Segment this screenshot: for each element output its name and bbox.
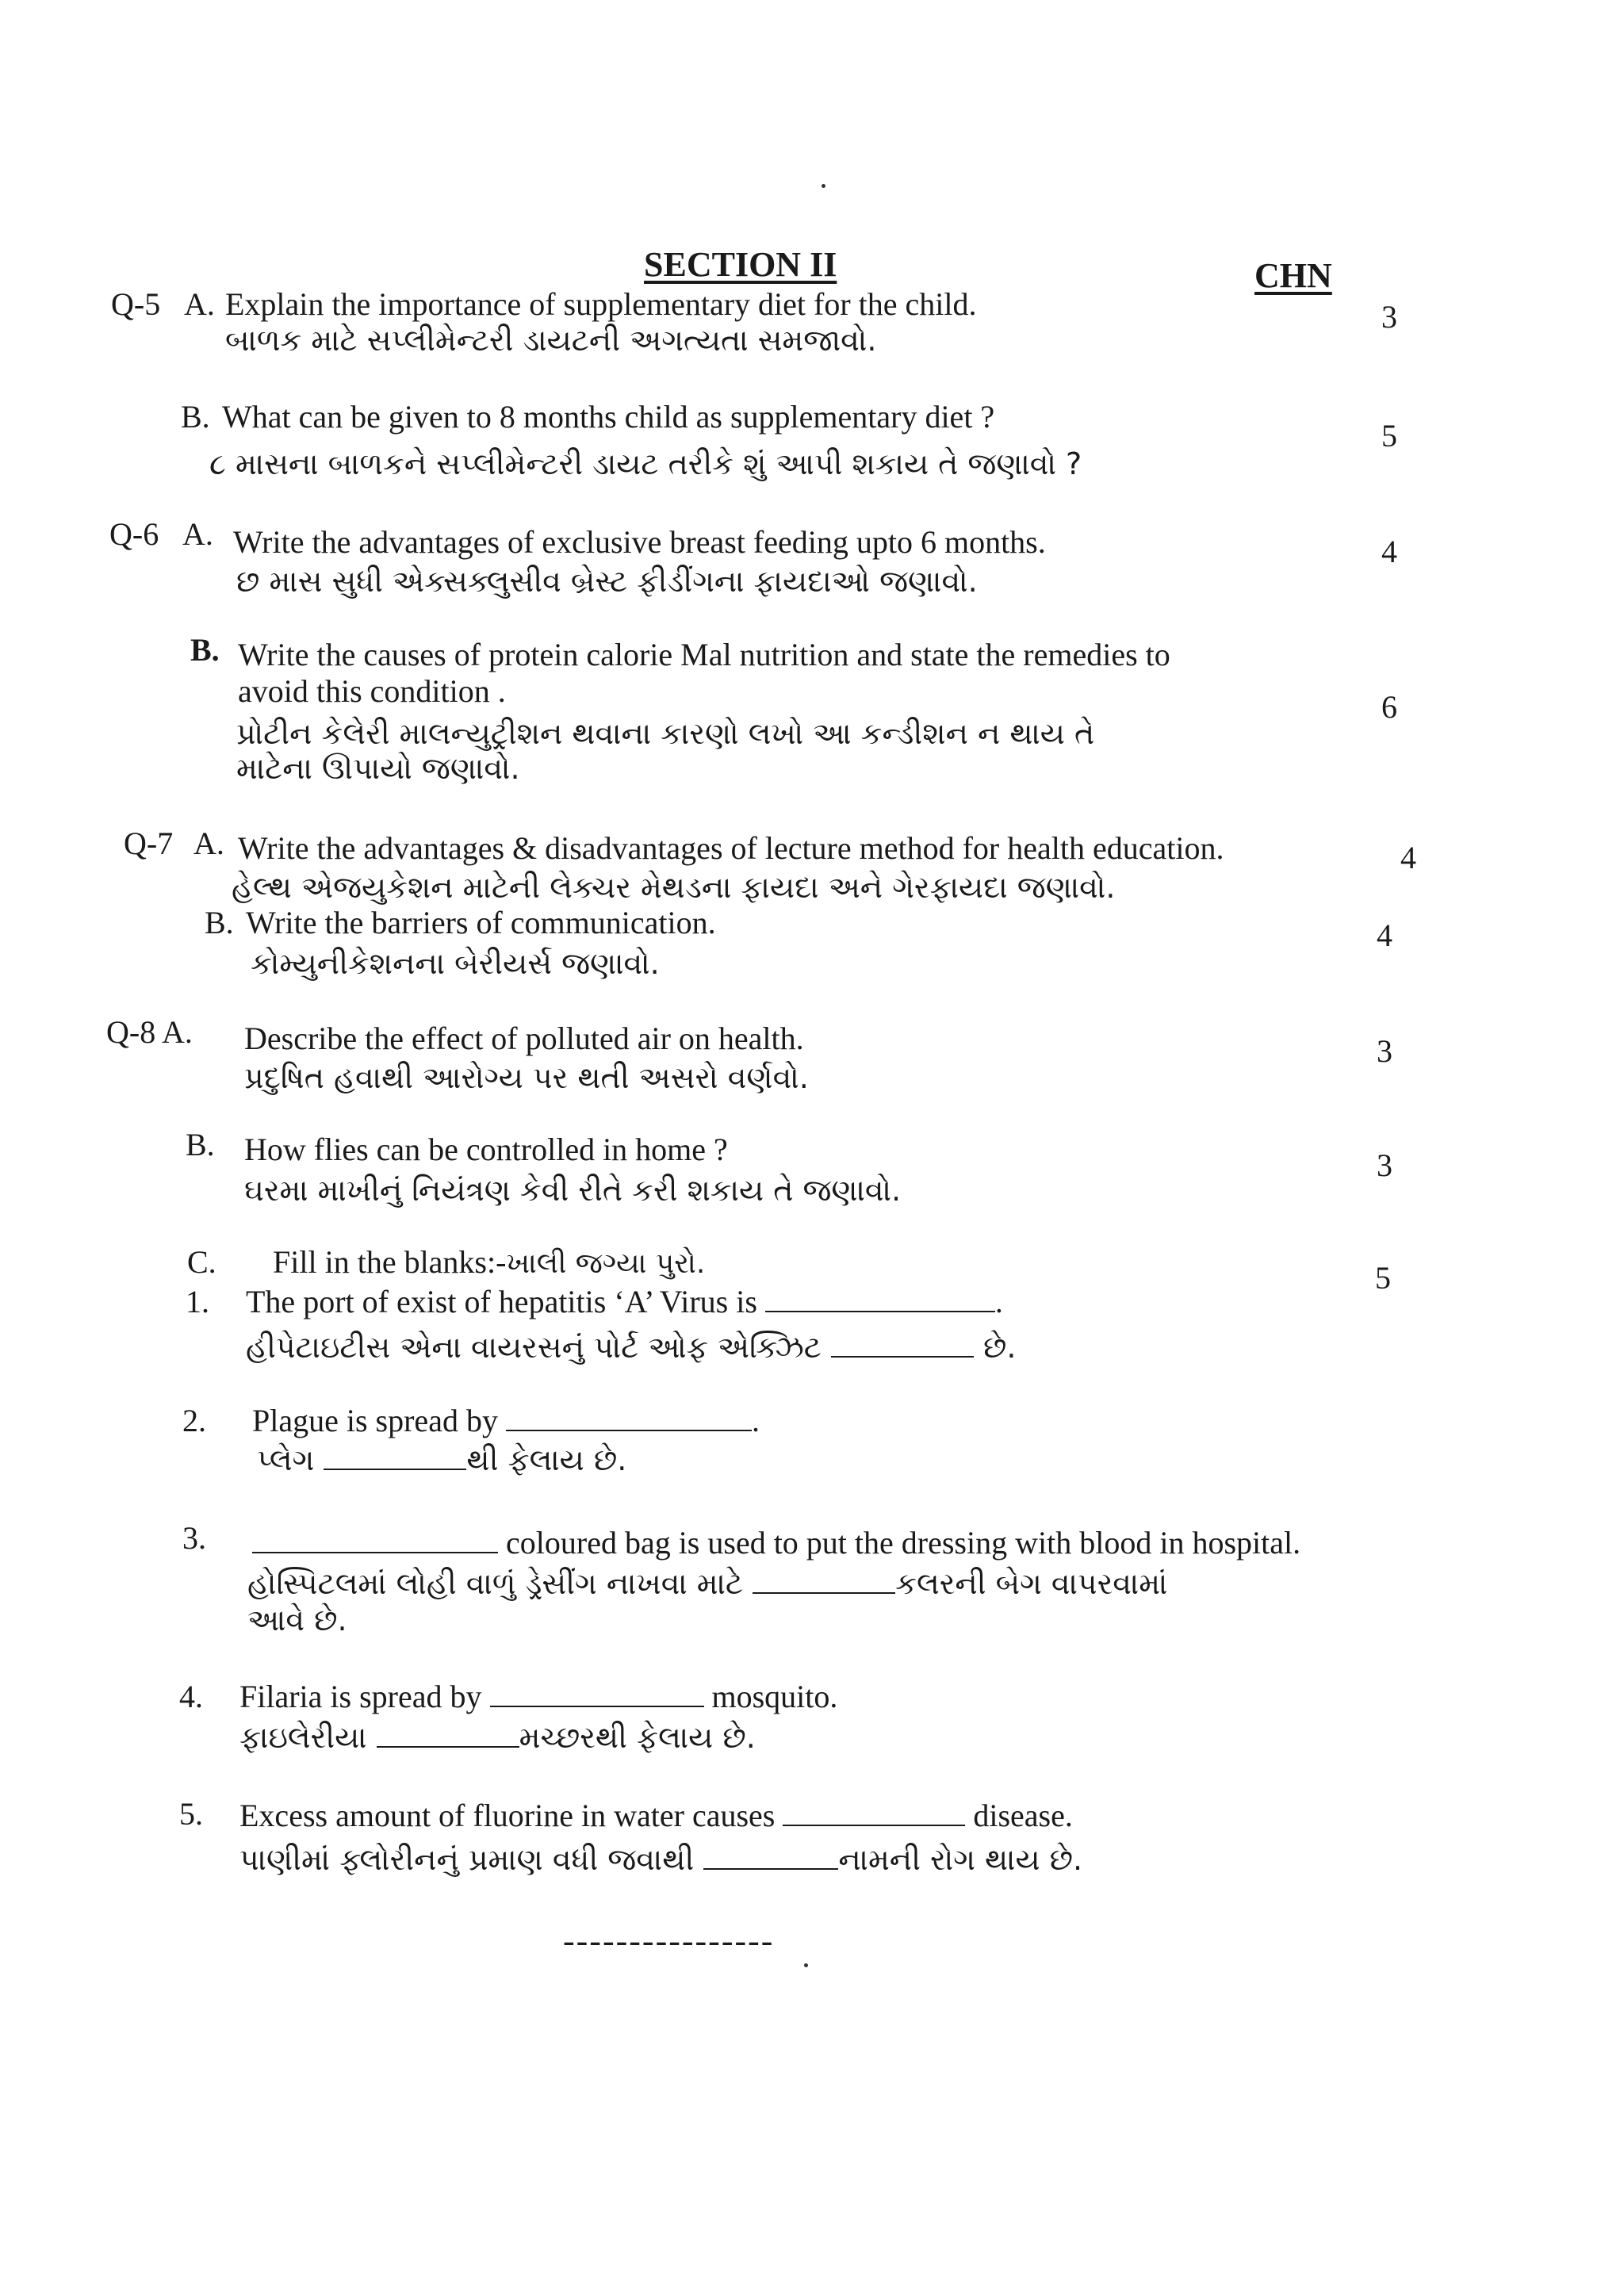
q8a-gujarati: પ્રદુષિત હવાથી આરોગ્ય પર થતી અસરો વર્ણવો. — [244, 1060, 809, 1095]
fill-2-blank — [506, 1406, 752, 1431]
q8b-marks: 3 — [1377, 1147, 1392, 1183]
fill-5-english: Excess amount of fluorine in water causes disease. — [239, 1798, 1073, 1833]
q5b-marks: 5 — [1381, 418, 1397, 454]
fill-4-english: Filaria is spread by mosquito. — [239, 1679, 838, 1714]
q8b-label: B. — [186, 1127, 215, 1162]
q5-number: Q-5 — [111, 286, 161, 322]
q5b-label: B. — [181, 399, 210, 435]
fill-5-number: 5. — [179, 1796, 203, 1832]
scan-speck — [822, 184, 825, 188]
scan-speck — [804, 1963, 808, 1967]
q7b-marks: 4 — [1377, 917, 1392, 953]
q6a-gujarati: છ માસ સુધી એક્સક્લુસીવ બ્રેસ્ટ ફીડીંગના ફાયદાઓ જણાવો. — [236, 564, 978, 599]
q6b-marks: 6 — [1381, 689, 1397, 725]
q8b-english: How flies can be controlled in home ? — [244, 1132, 728, 1167]
q6-number: Q-6 — [109, 516, 159, 552]
q8a-marks: 3 — [1377, 1033, 1392, 1069]
fill-1-english: The port of exist of hepatitis ‘A’ Virus is . — [246, 1284, 1003, 1319]
fill-4-number: 4. — [179, 1679, 203, 1714]
q5a-label: A. — [184, 286, 215, 322]
q7b-english: Write the barriers of communication. — [246, 905, 716, 940]
q8a-english: Describe the effect of polluted air on health. — [244, 1021, 804, 1056]
q5a-english: Explain the importance of supplementary diet for the child. — [225, 286, 977, 322]
q7b-gujarati: કોમ્યુનીકેશનના બેરીયર્સ જણાવો. — [251, 946, 660, 981]
q8b-gujarati: ઘરમા માખીનું નિયંત્રણ કેવી રીતે કરી શકાય તે જણાવો. — [244, 1173, 902, 1208]
q7a-english: Write the advantages & disadvantages of lecture method for health education. — [238, 830, 1224, 866]
q6b-gujarati-line1: પ્રોટીન કેલેરી માલન્યુટ્રીશન થવાના કારણો લખો આ કન્ડીશન ન થાય તે — [236, 716, 1095, 751]
fill-2-english: Plague is spread by . — [252, 1403, 760, 1438]
q8c-heading — [273, 1244, 706, 1280]
q6b-english-line2: avoid this condition . — [238, 673, 506, 709]
fill-1-blank — [765, 1287, 995, 1312]
fill-4-blank — [490, 1682, 704, 1707]
q7b-label: B. — [205, 905, 234, 940]
fill-4-gujarati: ફાઇલેરીયા મચ્છરથી ફેલાય છે. — [239, 1720, 756, 1755]
fill-2-gujarati: પ્લેગ થી ફેલાય છે. — [257, 1442, 627, 1477]
fill-3-gu-blank — [753, 1568, 895, 1594]
end-of-paper-rule: ---------------- — [563, 1921, 775, 1960]
q8c-english: Fill in the blanks:- — [273, 1244, 507, 1280]
q6b-english-line1: Write the causes of protein calorie Mal nutrition and state the remedies to — [238, 637, 1170, 672]
section-title: SECTION II — [644, 245, 837, 284]
q6a-label: A. — [182, 516, 213, 552]
q6b-gujarati-line2: માટેના ઊપાયો જણાવો. — [236, 751, 520, 786]
fill-3-number: 3. — [182, 1520, 206, 1556]
fill-5-blank — [783, 1801, 965, 1826]
fill-2-gu-blank — [324, 1445, 466, 1470]
course-code: CHN — [1254, 256, 1332, 295]
fill-3-gujarati-line2: આવે છે. — [247, 1603, 347, 1637]
fill-5-gujarati: પાણીમાં ફ્લોરીનનું પ્રમાણ વધી જવાથી નામની રોગ થાય છે. — [239, 1842, 1083, 1877]
fill-2-number: 2. — [182, 1403, 206, 1438]
q7-number: Q-7 — [124, 825, 174, 861]
q6b-label: B. — [190, 632, 220, 668]
fill-5-gu-blank — [703, 1844, 838, 1870]
q8c-marks: 5 — [1375, 1260, 1391, 1296]
fill-3-blank — [252, 1528, 498, 1553]
fill-1-number: 1. — [186, 1284, 209, 1319]
fill-3-gujarati: હોસ્પિટલમાં લોહી વાળું ડ્રેસીંગ નાખવા માટે કલરની બેગ વાપરવામાં — [247, 1566, 1168, 1601]
q5a-marks: 3 — [1381, 299, 1397, 335]
q5b-english: What can be given to 8 months child as supplementary diet ? — [222, 399, 995, 435]
q7a-label: A. — [193, 825, 224, 861]
fill-1-gu-blank — [831, 1332, 974, 1358]
fill-3-english: coloured bag is used to put the dressing with blood in hospital. — [252, 1527, 1300, 1559]
q8c-label: C. — [187, 1244, 216, 1280]
fill-1-gujarati: હીપેટાઇટીસ એના વાયરસનું પોર્ટ ઓફ એક્ઝિટ છે. — [246, 1330, 1017, 1365]
fill-4-gu-blank — [377, 1722, 519, 1748]
q5b-gujarati: ૮ માસના બાળકને સપ્લીમેન્ટરી ડાયટ તરીકે શું આપી શકાય તે જણાવો ? — [209, 446, 1082, 481]
q5a-gujarati: બાળક માટે સપ્લીમેન્ટરી ડાયટની અગત્યતા સમજાવો. — [225, 323, 877, 358]
q8-number: Q-8 A. — [106, 1014, 193, 1050]
q8c-gujarati: ખાલી જગ્યા પુરો. — [506, 1247, 706, 1280]
q7a-marks: 4 — [1400, 840, 1416, 875]
q6a-marks: 4 — [1381, 534, 1397, 569]
q6a-english: Write the advantages of exclusive breast feeding upto 6 months. — [233, 524, 1046, 560]
q7a-gujarati: હેલ્થ એજયુકેશન માટેની લેક્ચર મેથડના ફાયદા અને ગેરફાયદા જણાવો. — [232, 870, 1116, 905]
